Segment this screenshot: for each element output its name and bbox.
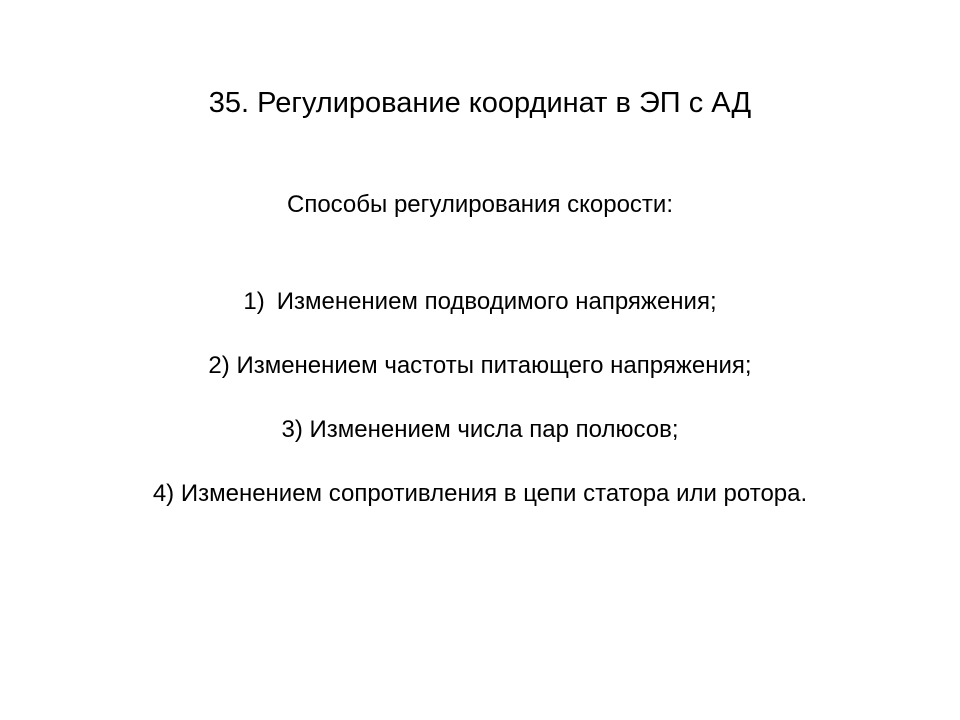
list-item-number: 2) bbox=[208, 352, 230, 379]
slide-title: 35. Регулирование координат в ЭП с АД bbox=[208, 87, 752, 119]
slide-subtitle: Способы регулирования скорости: bbox=[286, 191, 673, 218]
list-item-text: Изменением подводимого напряжения; bbox=[276, 288, 717, 315]
list-item bbox=[0, 482, 960, 506]
list-item-text: Изменением сопротивления в цепи статора или ротора. bbox=[180, 480, 808, 507]
list-item bbox=[0, 354, 960, 378]
list-item-text: Изменением частоты питающего напряжения; bbox=[236, 352, 752, 379]
list-item-number: 3) bbox=[281, 416, 303, 443]
list-item bbox=[0, 290, 960, 314]
list-item-number: 4) bbox=[152, 480, 175, 507]
list-item-number: 1) bbox=[243, 288, 265, 315]
list-item bbox=[0, 418, 960, 442]
list-item-text: Изменением числа пар полюсов; bbox=[309, 416, 679, 443]
